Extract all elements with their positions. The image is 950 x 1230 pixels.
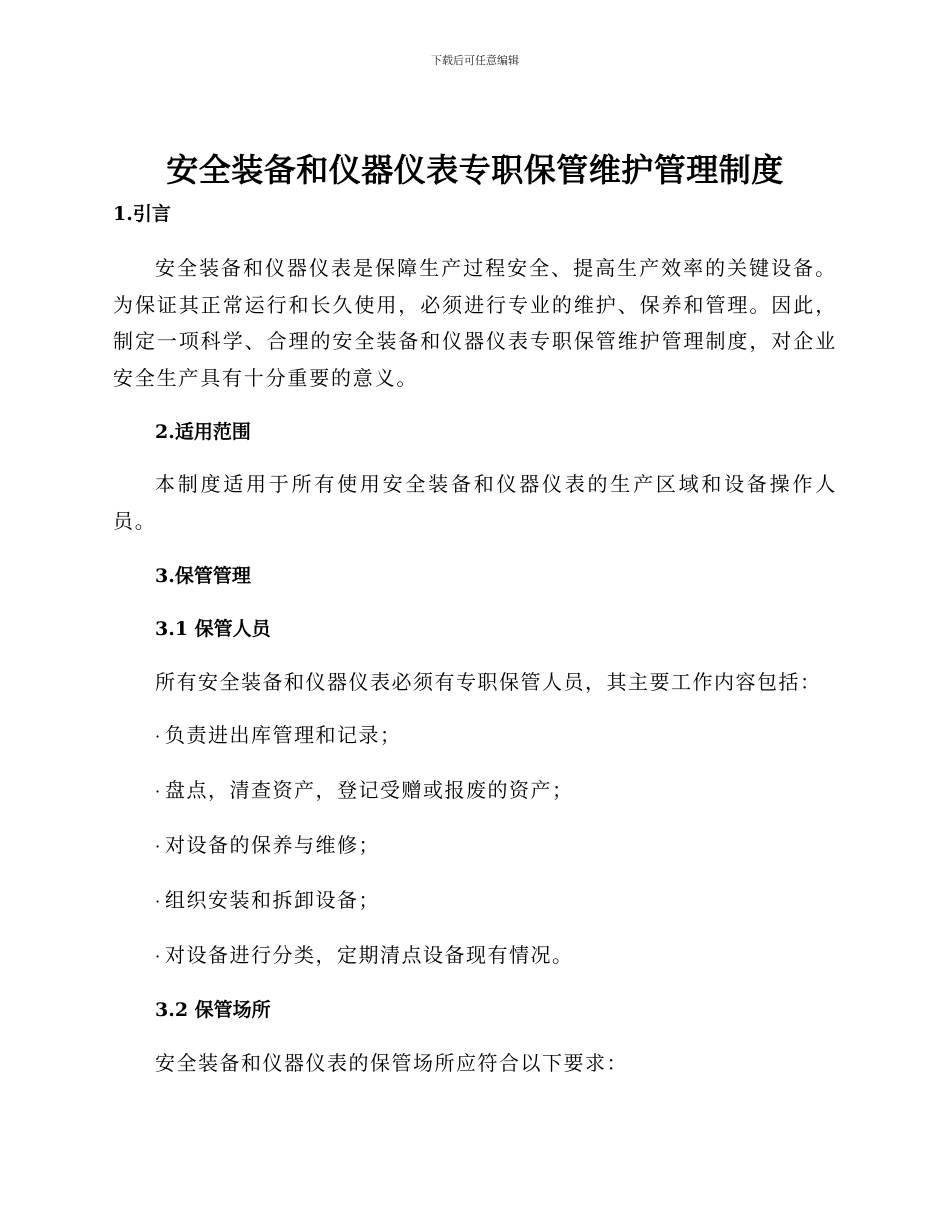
section-heading-custody: 3.保管管理	[155, 564, 251, 587]
list-item	[113, 831, 837, 861]
list-item	[113, 721, 837, 751]
list-item	[113, 941, 837, 971]
header-note: 下载后可任意编辑	[431, 54, 519, 67]
list-item-text: 组织安装和拆卸设备；	[165, 887, 380, 912]
section-heading-intro: 1.引言	[113, 203, 171, 225]
intro-paragraph: 安全装备和仪器仪表是保障生产过程安全、提高生产效率的关键设备。为保证其正常运行和长久使用，必须进行专业的维护、保养和管理。因此，制定一项科学、合理的安全装备和仪器仪表专职保管维护管理制度，对企业安全生产具有十分重要的意义。	[113, 256, 837, 390]
personnel-lead: 所有安全装备和仪器仪表必须有专职保管人员，其主要工作内容包括：	[155, 669, 822, 694]
bullet-icon: ·	[155, 891, 162, 911]
scope-paragraph: 本制度适用于所有使用安全装备和仪器仪表的生产区域和设备操作人员。	[113, 472, 837, 533]
subsection-heading-place: 3.2 保管场所	[155, 998, 271, 1021]
section-heading-scope: 2.适用范围	[155, 421, 251, 444]
subsection-heading-personnel: 3.1 保管人员	[155, 617, 271, 640]
place-lead: 安全装备和仪器仪表的保管场所应符合以下要求：	[155, 1050, 628, 1075]
list-item	[113, 886, 837, 916]
list-item-text: 盘点，清查资产，登记受赠或报废的资产；	[165, 777, 574, 802]
list-item-text: 对设备进行分类，定期清点设备现有情况。	[165, 942, 574, 967]
bullet-icon: ·	[155, 781, 162, 801]
list-item-text: 负责进出库管理和记录；	[165, 722, 402, 747]
bullet-icon: ·	[155, 946, 162, 966]
list-item-text: 对设备的保养与维修；	[165, 832, 380, 857]
document-body	[113, 200, 837, 1077]
bullet-icon: ·	[155, 726, 162, 746]
document-title: 安全装备和仪器仪表专职保管维护管理制度	[166, 151, 784, 189]
bullet-icon: ·	[155, 836, 162, 856]
list-item	[113, 776, 837, 806]
